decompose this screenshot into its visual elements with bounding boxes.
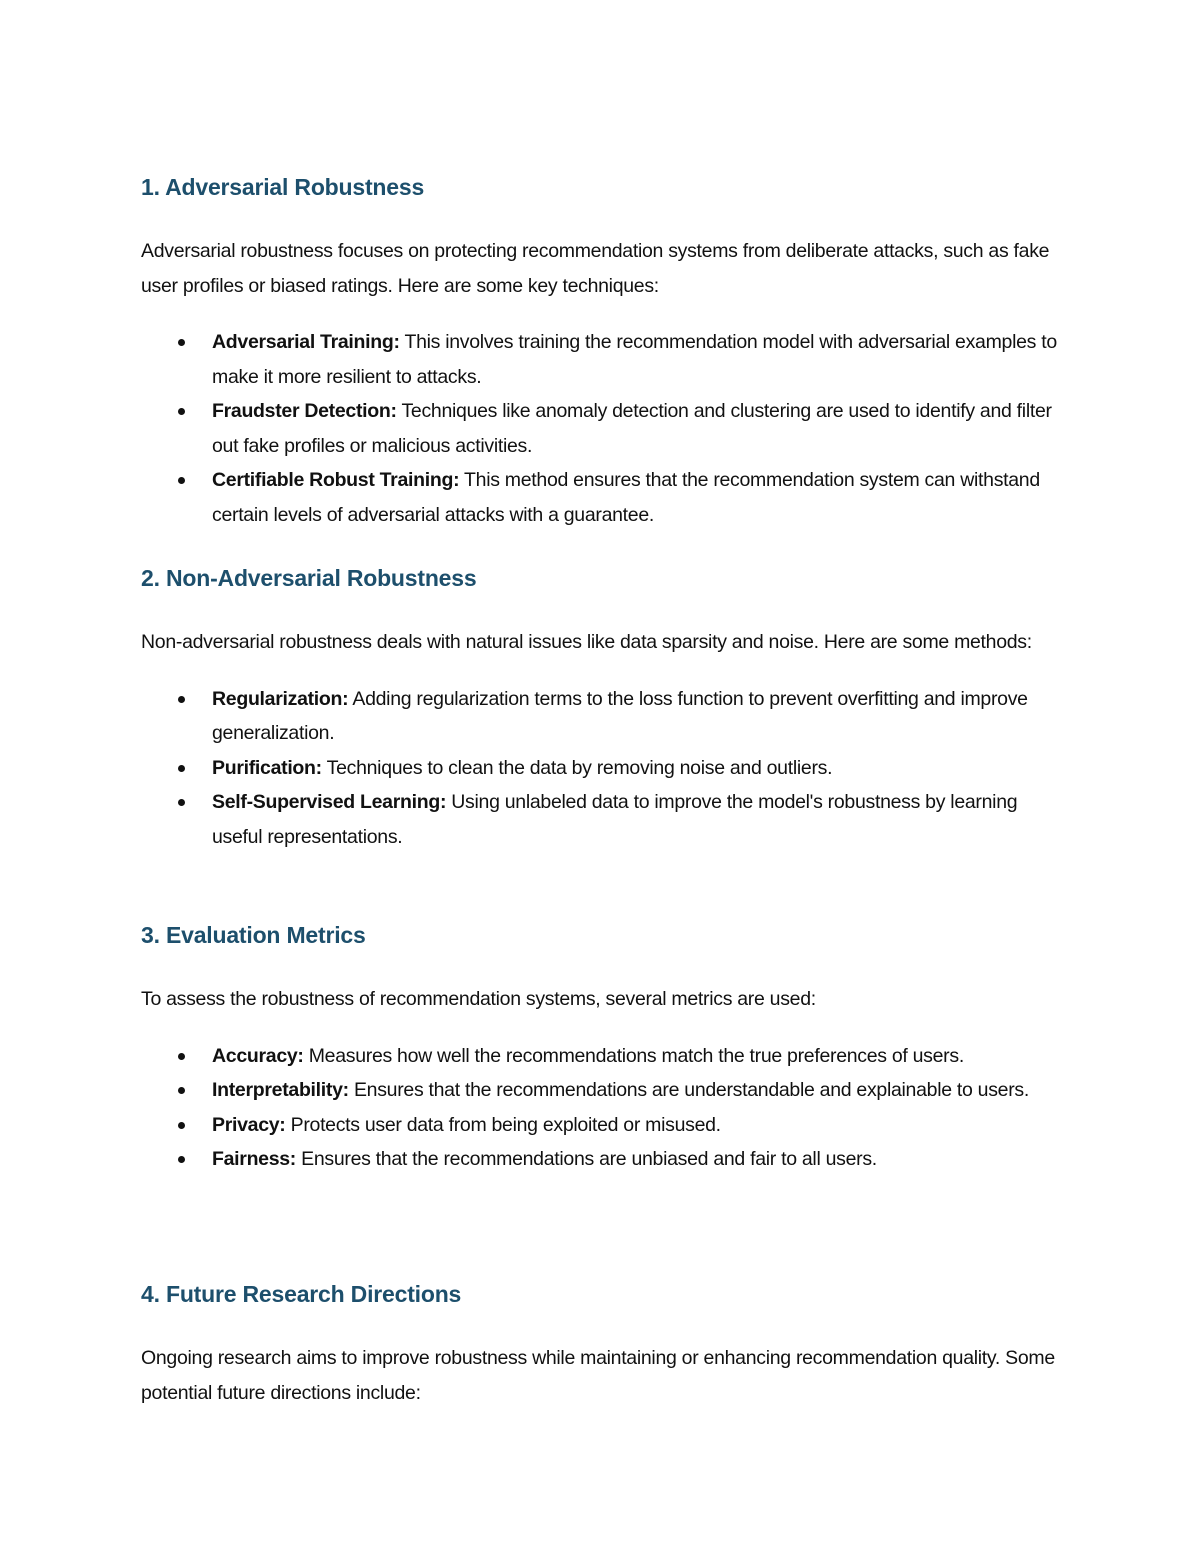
item-text: Techniques like anomaly detection and clustering are used to identify and filter out fake profiles or malicious activities. xyxy=(212,400,1052,457)
section-intro: Ongoing research aims to improve robustness while maintaining or enhancing recommendation quality. Some potential future directions include: xyxy=(141,1347,1055,1404)
section-heading: 3. Evaluation Metrics xyxy=(141,922,366,948)
item-term: Self-Supervised Learning: xyxy=(212,791,447,813)
section-heading: 2. Non-Adversarial Robustness xyxy=(141,565,477,591)
bullet-icon xyxy=(178,1156,185,1163)
list-item xyxy=(141,785,1071,854)
section-intro: To assess the robustness of recommendation systems, several metrics are used: xyxy=(141,988,816,1010)
bullet-icon xyxy=(178,1122,185,1129)
section-heading: 1. Adversarial Robustness xyxy=(141,174,425,200)
item-term: Accuracy: xyxy=(212,1044,304,1067)
section-heading: 4. Future Research Directions xyxy=(141,1281,462,1307)
item-term: Purification: xyxy=(212,756,322,779)
item-term: Fraudster Detection: xyxy=(212,400,397,422)
item-term: Adversarial Training: xyxy=(212,331,400,353)
bullet-icon xyxy=(178,799,185,806)
list-item xyxy=(141,1108,1071,1143)
section-intro: Adversarial robustness focuses on protecting recommendation systems from deliberate attacks, such as fake user profiles or biased ratings. Here are some key techniques: xyxy=(141,240,1050,297)
section-non-adversarial-robustness xyxy=(141,563,1071,854)
bullet-icon xyxy=(178,477,185,484)
item-term: Regularization: xyxy=(212,687,349,710)
technique-list xyxy=(141,325,1071,532)
item-term: Privacy: xyxy=(212,1113,286,1136)
bullet-icon xyxy=(178,339,185,346)
bullet-icon xyxy=(178,696,185,703)
item-text: This involves training the recommendation model with adversarial examples to make it more resilient to attacks. xyxy=(212,331,1057,388)
item-text: Adding regularization terms to the loss function to prevent overfitting and improve generalization. xyxy=(212,687,1028,744)
section-adversarial-robustness xyxy=(141,172,1071,532)
list-item xyxy=(141,394,1071,463)
method-list xyxy=(141,682,1071,855)
list-item xyxy=(141,1073,1071,1108)
list-item xyxy=(141,325,1071,394)
item-text: Techniques to clean the data by removing noise and outliers. xyxy=(321,756,833,779)
item-text: Protects user data from being exploited or misused. xyxy=(285,1113,721,1136)
bullet-icon xyxy=(178,765,185,772)
item-term: Fairness: xyxy=(212,1148,297,1170)
item-term: Interpretability: xyxy=(212,1079,349,1101)
item-text: This method ensures that the recommendation system can withstand certain levels of adversarial attacks with a guarantee. xyxy=(212,469,1040,526)
section-evaluation-metrics xyxy=(141,920,1071,1177)
list-item xyxy=(141,682,1071,751)
bullet-icon xyxy=(178,408,185,415)
list-item xyxy=(141,463,1071,532)
item-term: Certifiable Robust Training: xyxy=(212,469,460,491)
item-text: Measures how well the recommendations match the true preferences of users. xyxy=(303,1044,964,1067)
item-text: Ensures that the recommendations are understandable and explainable to users. xyxy=(348,1079,1029,1101)
bullet-icon xyxy=(178,1087,185,1094)
section-future-research-directions xyxy=(141,1279,1071,1410)
section-intro: Non-adversarial robustness deals with natural issues like data sparsity and noise. Here are some methods: xyxy=(141,631,1032,653)
list-item xyxy=(141,1142,1071,1177)
item-text: Ensures that the recommendations are unbiased and fair to all users. xyxy=(296,1148,877,1170)
bullet-icon xyxy=(178,1053,185,1060)
item-text: Using unlabeled data to improve the model's robustness by learning useful representations. xyxy=(212,791,1018,848)
list-item xyxy=(141,1039,1071,1074)
metric-list xyxy=(141,1039,1071,1177)
list-item xyxy=(141,751,1071,786)
